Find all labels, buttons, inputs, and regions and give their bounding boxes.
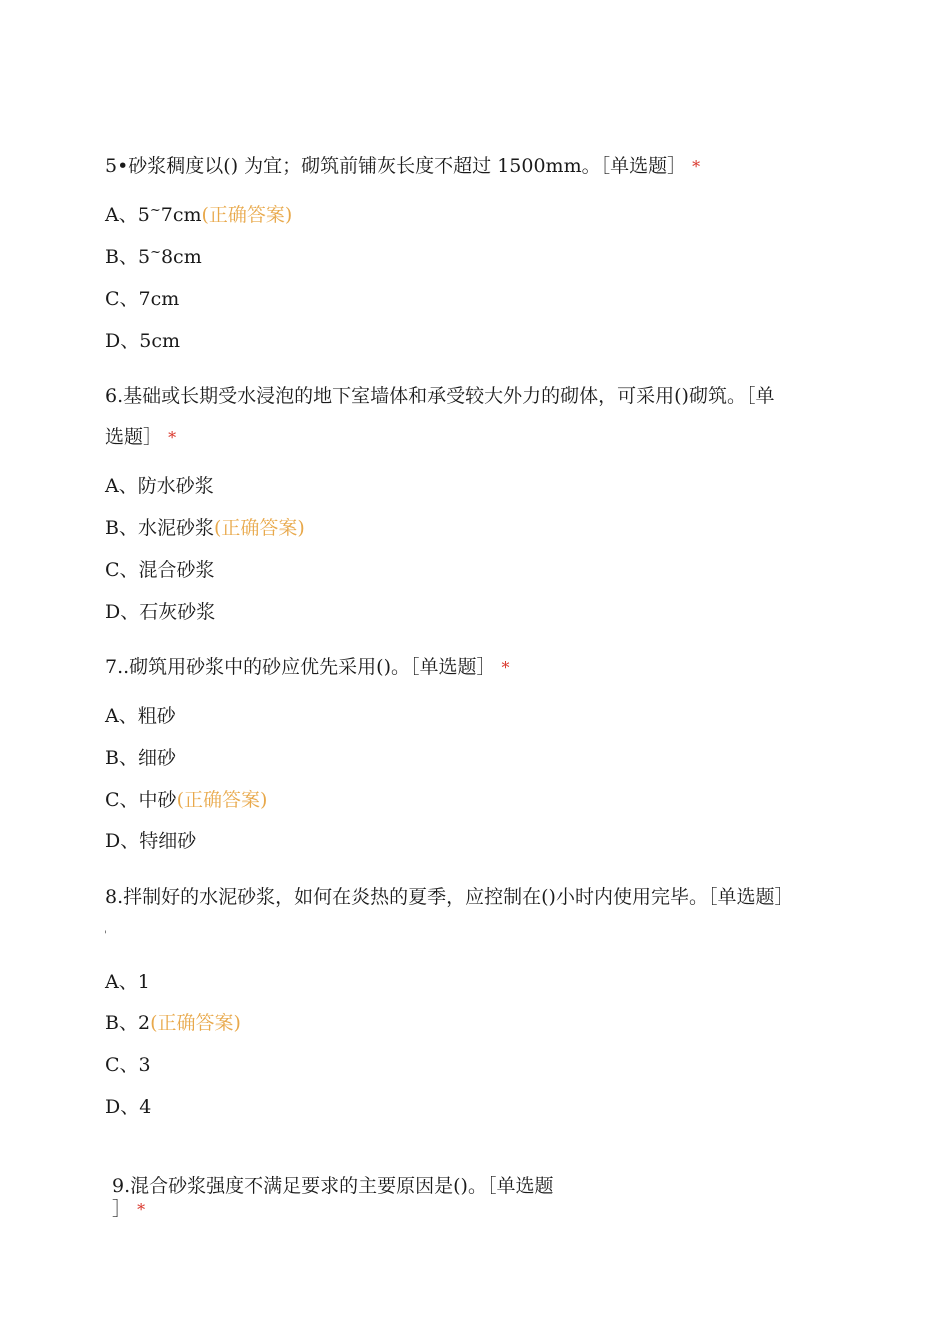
required-mark: * xyxy=(692,157,701,176)
q8-option-a[interactable]: A、1 xyxy=(105,971,150,993)
q7-option-a[interactable]: A、粗砂 xyxy=(105,705,176,727)
q6-option-b[interactable]: B、水泥砂浆(正确答案) xyxy=(105,517,305,539)
correct-answer-tag: (正确答案) xyxy=(213,517,305,539)
question-9-line-1: 9.混合砂浆强度不满足要求的主要原因是()。［单选题 xyxy=(112,1175,554,1197)
correct-answer-tag: (正确答案) xyxy=(150,1012,241,1034)
question-8: 8.拌制好的水泥砂浆，如何在炎热的夏季，应控制在()小时内使用完毕。［单选题］ xyxy=(105,886,794,908)
q7-option-c[interactable]: C、中砂(正确答案) xyxy=(105,789,268,811)
correct-answer-tag: (正确答案) xyxy=(176,789,268,811)
required-mark: * xyxy=(137,1200,146,1219)
q6-option-a[interactable]: A、防水砂浆 xyxy=(105,475,214,497)
q7-option-d[interactable]: D、特细砂 xyxy=(105,830,197,852)
q7-option-b[interactable]: B、细砂 xyxy=(105,747,176,769)
question-6-line-1: 6.基础或长期受水浸泡的地下室墙体和承受较大外力的砌体，可采用()砌筑。［单 xyxy=(105,385,775,407)
q6-option-d[interactable]: D、石灰砂浆 xyxy=(105,601,216,623)
correct-answer-tag: (正确答案) xyxy=(201,204,293,226)
q5-option-d[interactable]: D、5cm xyxy=(105,330,180,352)
question-6-line-2: 选题］ * xyxy=(105,426,177,448)
question-5-text: 5•砂浆稠度以() 为宜；砌筑前铺灰长度不超过 1500mm。［单选题］ xyxy=(105,155,687,177)
required-mark: * xyxy=(168,428,177,447)
q5-option-c[interactable]: C、7cm xyxy=(105,288,180,310)
required-mark: * xyxy=(501,658,510,677)
q8-option-d[interactable]: D、4 xyxy=(105,1096,152,1118)
q5-option-b[interactable]: B、5~8cm xyxy=(105,245,202,268)
q6-option-c[interactable]: C、混合砂浆 xyxy=(105,559,215,581)
question-8-mark: ' xyxy=(104,930,107,941)
q8-option-c[interactable]: C、3 xyxy=(105,1054,151,1076)
q5-option-a[interactable]: A、5~7cm(正确答案) xyxy=(105,203,293,226)
question-5 xyxy=(105,157,700,176)
question-9-line-2: ］ * xyxy=(112,1198,146,1220)
question-7: 7..砌筑用砂浆中的砂应优先采用()。［单选题］ * xyxy=(105,656,510,678)
q8-option-b[interactable]: B、2(正确答案) xyxy=(105,1012,241,1034)
